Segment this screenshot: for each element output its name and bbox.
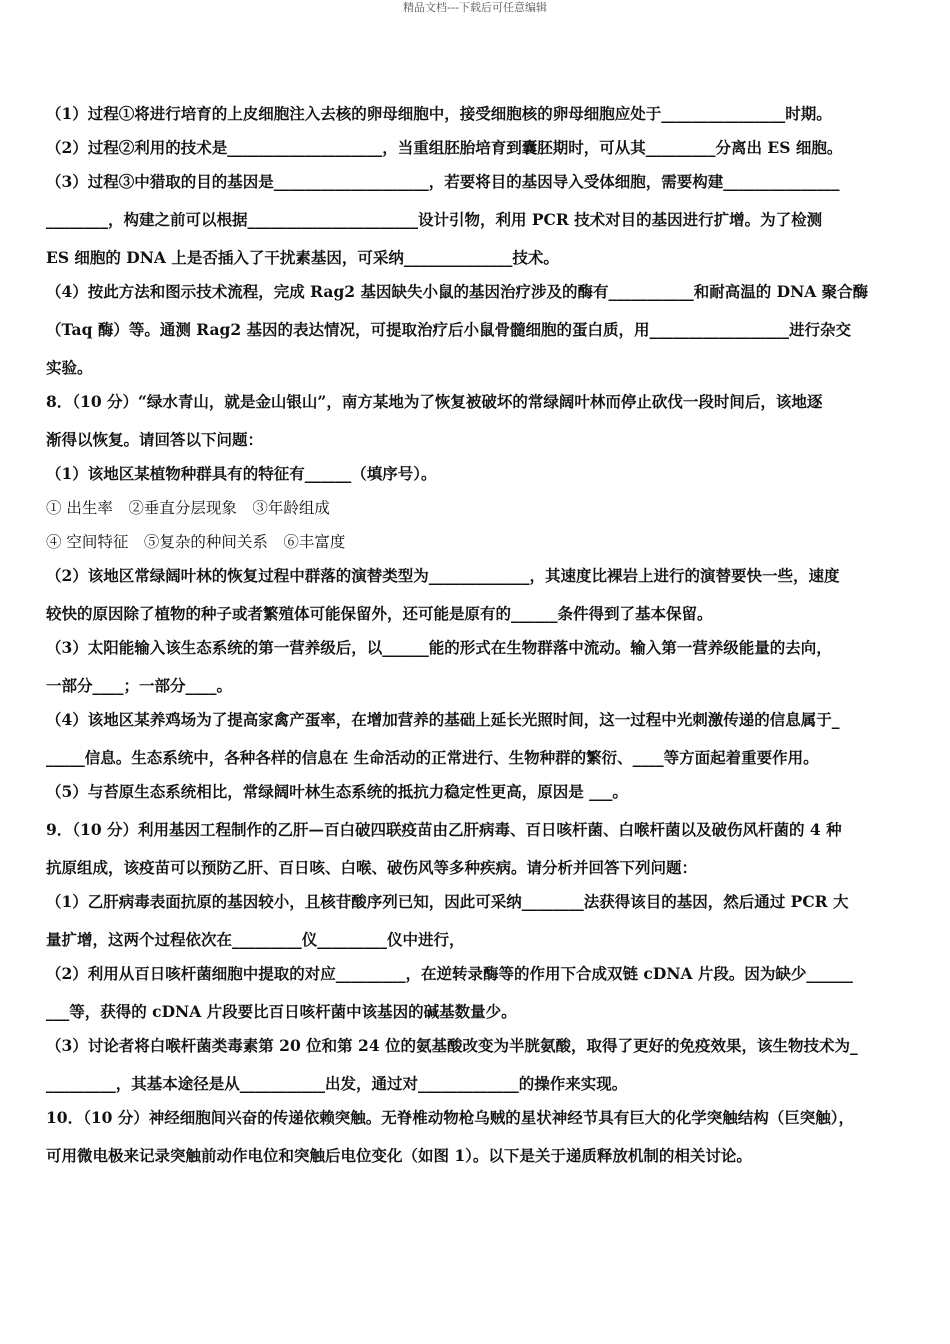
text-line: （1）该地区某植物种群具有的特征有______（填序号）。 (46, 464, 437, 483)
text-line: （3）太阳能输入该生态系统的第一营养级后，以______能的形式在生物群落中流动。输入第一营养级能量的去向， (46, 638, 832, 657)
text-line: 实验。 (46, 358, 93, 377)
text-line: （2）该地区常绿阔叶林的恢复过程中群落的演替类型为_____________，其速度比裸岩上进行的演替要快一些，速度 (46, 566, 840, 585)
text-line: （2）过程②利用的技术是____________________，当重组胚胎培育到囊胚期时，可从其_________分离出 ES 细胞。 (46, 138, 843, 157)
text-line: 渐得以恢复。请回答以下问题： (46, 430, 264, 449)
text-line: （5）与苔原生态系统相比，常绿阔叶林生态系统的抵抗力稳定性更高，原因是 ___。 (46, 782, 628, 801)
text-line: （3）讨论者将白喉杆菌类毒素第 20 位和第 24 位的氨基酸改变为半胱氨酸，取得了更好的免疫效果，该生物技术为_ (46, 1036, 858, 1055)
text-line: 可用微电极来记录突触前动作电位和突触后电位变化（如图 1）。以下是关于递质释放机制的相关讨论。 (46, 1146, 752, 1165)
option-line: ① 出生率 ②垂直分层现象 ③年龄组成 (46, 499, 330, 517)
text-line: ES 细胞的 DNA 上是否插入了干扰素基因，可采纳______________技术。 (46, 248, 559, 267)
document-body (46, 99, 906, 1175)
text-line: 量扩增，这两个过程依次在_________仪_________仪中进行， (46, 930, 465, 949)
text-line: （3）过程③中猎取的目的基因是____________________，若要将目的基因导入受体细胞，需要构建_______________ (46, 172, 840, 191)
option-line: ④ 空间特征 ⑤复杂的种间关系 ⑥丰富度 (46, 533, 346, 551)
text-line: 较快的原因除了植物的种子或者繁殖体可能保留外，还可能是原有的______条件得到了基本保留。 (46, 604, 713, 623)
text-line: （4）该地区某养鸡场为了提高家禽产蛋率，在增加营养的基础上延长光照时间，这一过程中光刺激传递的信息属于_ (46, 710, 840, 729)
question-10-stem: 10．（10 分）神经细胞间兴奋的传递依赖突触。无脊椎动物枪乌贼的星状神经节具有巨大的化学突触结构（巨突触）， (46, 1108, 855, 1127)
question-9-stem: 9．（10 分）利用基因工程制作的乙肝—百白破四联疫苗由乙肝病毒、百日咳杆菌、白喉杆菌以及破伤风杆菌的 4 种 (46, 820, 842, 839)
text-line: _____信息。生态系统中，各种各样的信息在 生命活动的正常进行、生物种群的繁衍、____等方面起着重要作用。 (46, 748, 819, 767)
text-line: （Taq 酶）等。通测 Rag2 基因的表达情况，可提取治疗后小鼠骨髓细胞的蛋白质，用__________________进行杂交 (46, 320, 852, 339)
text-line: （2）利用从百日咳杆菌细胞中提取的对应_________，在逆转录酶等的作用下合成双链 cDNA 片段。因为缺少______ (46, 964, 853, 983)
text-line: ________，构建之前可以根据______________________设计引物，利用 PCR 技术对目的基因进行扩增。为了检测 (46, 210, 823, 229)
text-line: （1）乙肝病毒表面抗原的基因较小，且核苷酸序列已知，因此可采纳________法获得该目的基因，然后通过 PCR 大 (46, 892, 849, 911)
text-line: 抗原组成，该疫苗可以预防乙肝、百日咳、白喉、破伤风等多种疾病。请分析并回答下列问题： (46, 858, 698, 877)
text-line: ___等，获得的 cDNA 片段要比百日咳杆菌中该基因的碱基数量少。 (46, 1002, 517, 1021)
question-8-stem: 8．（10 分）“绿水青山，就是金山银山”，南方某地为了恢复被破坏的常绿阔叶林而停止砍伐一段时间后，该地逐 (46, 392, 823, 411)
text-line: _________，其基本途径是从___________出发，通过对_____________的操作来实现。 (46, 1074, 628, 1093)
text-line: （1）过程①将进行培育的上皮细胞注入去核的卵母细胞中，接受细胞核的卵母细胞应处于________________时期。 (46, 104, 832, 123)
text-line: （4）按此方法和图示技术流程，完成 Rag2 基因缺失小鼠的基因治疗涉及的酶有___________和耐高温的 DNA 聚合酶 (46, 282, 869, 301)
text-line: 一部分____；一部分____。 (46, 676, 233, 695)
page-header: 精品文档---下载后可任意编辑 (403, 1, 547, 14)
